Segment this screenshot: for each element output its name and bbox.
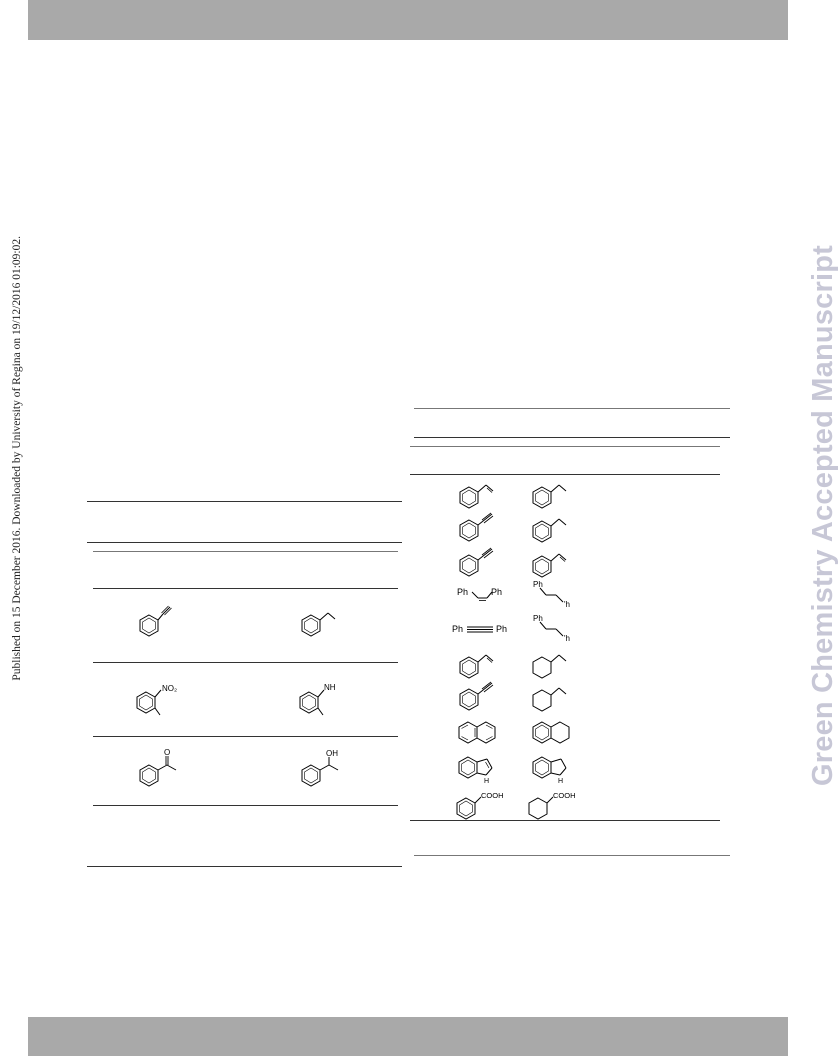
phenyl-label: Ph: [533, 580, 543, 589]
left-table-top-rule: [87, 501, 402, 502]
1-phenylethanol-structure: [297, 747, 357, 792]
tetralin-structure: [530, 717, 580, 749]
benzoic-acid-structure: [452, 789, 512, 821]
phenylacetylene-structure: [135, 603, 185, 643]
phenyl-label: Ph: [496, 624, 508, 634]
left-table-row-rule: [93, 662, 398, 663]
phenylacetylene-structure: [455, 511, 505, 545]
ethylbenzene-structure: [528, 479, 578, 511]
left-table-bottom-rule: [87, 866, 402, 867]
phenyl-label: Ph: [533, 614, 543, 623]
left-table-subheader-rule: [93, 551, 398, 552]
phenylacetylene-structure: [455, 546, 505, 580]
right-table-top-rule: [414, 408, 730, 409]
nitro-group-label: NO₂: [162, 684, 178, 693]
phenyl-label: Ph: [457, 587, 469, 597]
styrene-structure: [455, 648, 505, 682]
cyclohexanecarboxylic-acid-structure: [524, 789, 586, 821]
acetophenone-structure: [135, 747, 195, 792]
right-table-header-rule: [414, 437, 730, 438]
cis-stilbene-structure: [455, 583, 510, 605]
ethylbenzene-structure: [528, 512, 578, 546]
right-table-bottom-rule: [414, 855, 730, 856]
download-notice: Published on 15 December 2016. Downloaded by University of Regina on 19/12/2016 01:09:02.: [11, 236, 23, 681]
indole-structure: [456, 751, 506, 785]
right-table-subheader-rule: [410, 446, 720, 447]
ethylcyclohexane-structure: [528, 648, 578, 682]
right-table-column-rule: [410, 474, 720, 475]
phenylacetylene-structure: [455, 680, 505, 714]
carboxylic-acid-label: COOH: [553, 791, 576, 800]
carboxylic-acid-label: COOH: [481, 791, 504, 800]
styrene-structure: [528, 547, 578, 581]
left-table-column-rule: [93, 588, 398, 589]
ethylcyclohexane-structure: [528, 681, 578, 715]
left-table-row-rule: [93, 736, 398, 737]
bibenzyl-structure: [530, 612, 580, 644]
2-methylaniline-structure: [295, 678, 355, 723]
diphenylacetylene-structure: [450, 620, 515, 638]
nitrogen-hydrogen-label: H: [558, 778, 564, 785]
header-band: [28, 0, 788, 40]
phenyl-label: 'h: [564, 634, 570, 643]
footer-band: [28, 1017, 788, 1056]
styrene-structure: [455, 479, 505, 511]
phenyl-label: Ph: [491, 587, 503, 597]
bibenzyl-structure: [530, 578, 580, 610]
2-nitrotoluene-structure: [132, 678, 192, 723]
phenyl-label: 'h: [564, 600, 570, 609]
indoline-structure: [530, 751, 580, 785]
amine-group-label: NH: [324, 683, 336, 692]
hydroxyl-group-label: OH: [326, 749, 338, 758]
ethylbenzene-structure: [297, 603, 347, 643]
nitrogen-hydrogen-label: H: [484, 778, 490, 785]
naphthalene-structure: [456, 717, 506, 749]
left-table-header-rule: [87, 542, 402, 543]
left-table-row-rule: [93, 805, 398, 806]
phenyl-label: Ph: [452, 624, 464, 634]
accepted-manuscript-watermark: Green Chemistry Accepted Manuscript: [807, 245, 839, 786]
carbonyl-oxygen-label: O: [164, 748, 171, 757]
